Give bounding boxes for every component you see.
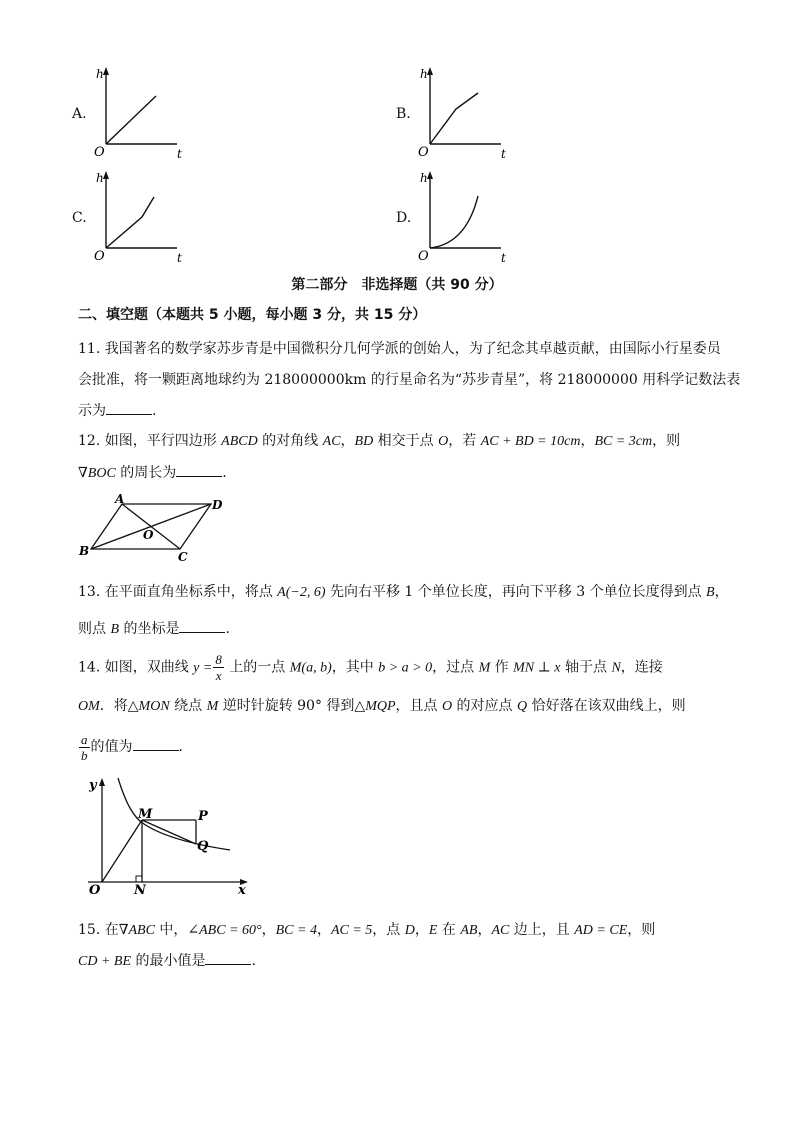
q11-line1: 11. 我国著名的数学家苏步青是中国微积分几何学派的创始人，为了纪念其卓越贡献，由国际小行星委员	[78, 341, 721, 357]
q14-line3: $\frac{a}{b}$ 的值为 .	[81, 731, 183, 763]
part2-title: 第二部分 非选择题（共 90 分）	[291, 277, 503, 293]
q11-line3: 示为 .	[78, 400, 156, 421]
point-q: Q	[197, 839, 209, 854]
answer-blank	[106, 400, 152, 415]
q11-line2: 会批准，将一颗距离地球约为 218000000km 的行星命名为“苏步青星”，将 218000000 用科学记数法表	[78, 372, 741, 388]
axis-h: h	[420, 67, 428, 81]
point-n: N	[134, 883, 146, 896]
q12-parallelogram-figure	[74, 492, 234, 564]
q14-line2: OM．将△MON 绕点 M 逆时针旋转 90° 得到△MQP，且点 O 的对应点 Q 恰好落在该双曲线上，则	[78, 698, 686, 714]
q14-line1: 14. 如图，双曲线 y = $\frac{8}{x}$ 上的一点 M(a, b)，其中 b > a > 0，过点 M 作 MN ⊥ x 轴于点 N，连接	[78, 652, 663, 683]
origin-o: O	[94, 145, 105, 160]
q12-line2: ∇BOC 的周长为 .	[78, 462, 227, 484]
option-c-graph	[92, 166, 192, 266]
vertex-d: D	[212, 498, 223, 512]
vertex-b: B	[79, 544, 90, 558]
point-m: M	[138, 807, 153, 822]
axis-x: x	[238, 883, 246, 896]
option-b-label: B.	[396, 106, 411, 122]
q12-line1: 12. 如图，平行四边形 ABCD 的对角线 AC，BD 相交于点 O，若 AC + BD = 10cm，BC = 3cm，则	[78, 433, 681, 449]
origin-o: O	[89, 883, 101, 896]
section2-title: 二、填空题（本题共 5 小题，每小题 3 分，共 15 分）	[78, 307, 427, 323]
q15-line2: CD + BE 的最小值是 .	[78, 950, 256, 972]
axis-t: t	[501, 251, 506, 265]
point-p: P	[198, 809, 208, 824]
option-b-graph	[416, 62, 516, 162]
option-c-label: C.	[72, 210, 87, 226]
q14-hyperbola-figure	[80, 770, 260, 896]
answer-blank	[133, 736, 179, 751]
option-a-graph	[92, 62, 192, 162]
option-a-label: A.	[72, 106, 87, 122]
q13-line1: 13. 在平面直角坐标系中，将点 A(−2, 6) 先向右平移 1 个单位长度，再向下平移 3 个单位长度得到点 B，	[78, 584, 729, 600]
origin-o: O	[418, 145, 429, 160]
option-d-graph	[416, 166, 516, 266]
axis-t: t	[177, 147, 182, 161]
origin-o: O	[418, 249, 429, 264]
answer-blank	[176, 462, 222, 477]
origin-o: O	[94, 249, 105, 264]
axis-t: t	[501, 147, 506, 161]
axis-h: h	[96, 67, 104, 81]
answer-blank	[205, 950, 251, 965]
option-d-label: D.	[396, 210, 412, 226]
axis-h: h	[96, 171, 104, 185]
fraction-8-over-x: $\frac{8}{x}$	[215, 652, 222, 683]
fraction-a-over-b: $\frac{a}{b}$	[81, 731, 88, 763]
q13-line2: 则点 B 的坐标是 .	[78, 618, 230, 640]
point-o: O	[143, 528, 154, 542]
vertex-c: C	[178, 550, 188, 564]
q15-line1: 15. 在∇ABC 中，∠ABC = 60°，BC = 4，AC = 5，点 D，E 在 AB，AC 边上，且 AD = CE，则	[78, 922, 656, 938]
axis-y: y	[89, 778, 97, 793]
answer-blank	[179, 618, 225, 633]
axis-t: t	[177, 251, 182, 265]
axis-h: h	[420, 171, 428, 185]
vertex-a: A	[115, 492, 125, 506]
